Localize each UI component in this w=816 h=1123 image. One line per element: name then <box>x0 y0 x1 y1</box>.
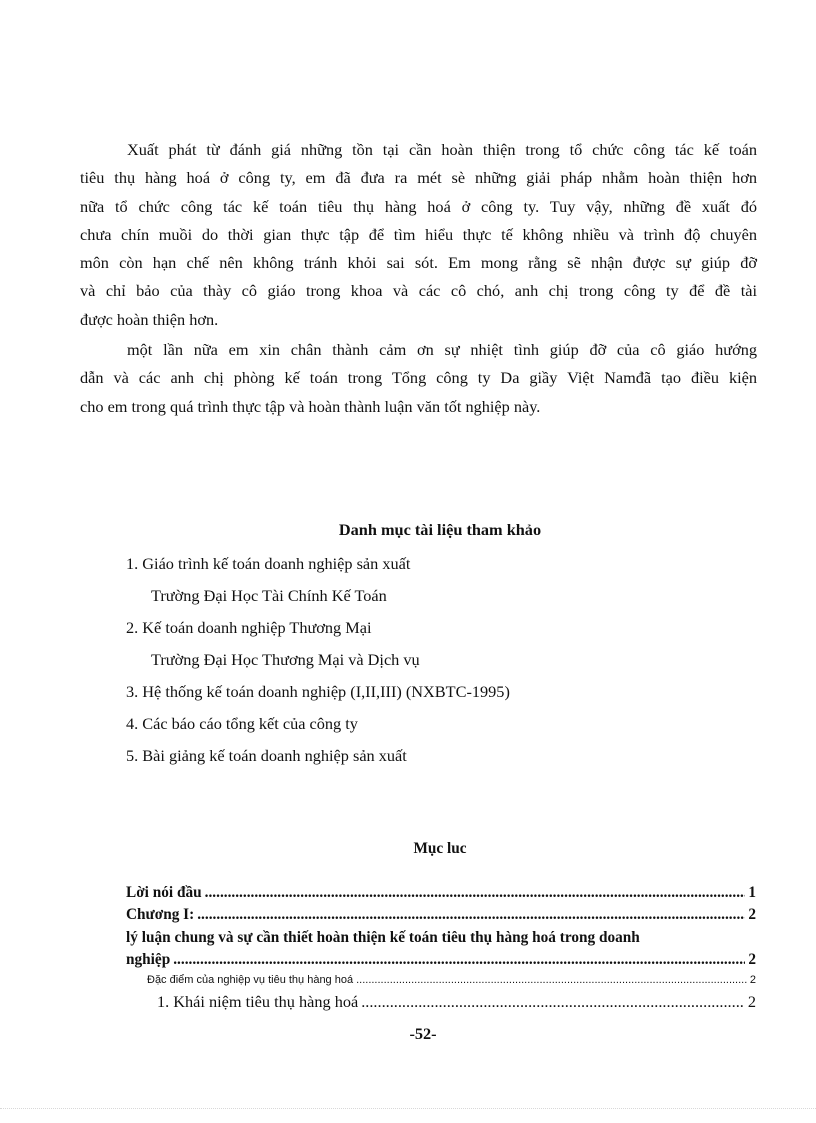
toc-leader-dots <box>361 992 745 1012</box>
toc-label: Lời nói đầu <box>126 884 202 901</box>
text-line: được hoàn thiện hơn. <box>80 309 219 329</box>
conclusion-paragraph <box>80 136 757 334</box>
toc-label: Chương I: <box>126 906 195 923</box>
page-bottom-divider <box>0 1108 816 1109</box>
reference-item: Trường Đại Học Tài Chính Kế Toán <box>151 586 387 605</box>
thanks-paragraph <box>80 336 757 421</box>
text-line: môn còn hạn chế nên không tránh khỏi sai sót. Em mong rằng sẽ nhận được sự giúp đỡ <box>80 253 757 273</box>
text-line: một lần nữa em xin chân thành cảm ơn sự nhiệt tình giúp đỡ của cô giáo hướng <box>127 340 757 359</box>
toc-label: nghiệp <box>126 951 171 968</box>
toc-leader-dots <box>173 951 745 969</box>
toc-label: Đặc điểm của nghiệp vụ tiêu thụ hàng hoá <box>147 974 354 986</box>
text-line: nữa tổ chức công tác kế toán tiêu thụ hàng hoá ở công ty. Tuy vậy, những đề xuất đó <box>80 196 757 216</box>
reference-item: Trường Đại Học Thương Mại và Dịch vụ <box>151 650 420 669</box>
toc-row <box>126 884 756 902</box>
toc-page: 2 <box>749 974 756 986</box>
toc-page: 2 <box>748 951 756 968</box>
toc-leader-dots <box>356 974 747 986</box>
reference-item: 4. Các báo cáo tổng kết của công ty <box>126 714 358 733</box>
text-line: chưa chín muồi do thời gian thực tập để tìm hiểu thực tế không nhiều và trình độ chuyên <box>80 224 757 244</box>
toc-row <box>126 929 756 947</box>
text-line: Xuất phát từ đánh giá những tồn tại cần hoàn thiện trong tổ chức công tác kế toán <box>127 140 757 159</box>
toc-title: Mục luc <box>413 840 467 857</box>
text-line: tiêu thụ hàng hoá ở công ty, em đã đưa ra mét sè những giải pháp nhằm hoàn thiện hơn <box>80 168 757 188</box>
toc-page: 1 <box>748 884 756 901</box>
text-line: cho em trong quá trình thực tập và hoàn thành luận văn tốt nghiệp này. <box>80 396 541 416</box>
reference-item: 5. Bài giảng kế toán doanh nghiệp sản xuất <box>126 746 407 765</box>
toc-row <box>126 951 756 969</box>
toc-page: 2 <box>747 992 756 1011</box>
text-line: dẫn và các anh chị phòng kế toán trong Tổng công ty Da giầy Việt Namđã tạo điều kiện <box>80 368 757 388</box>
toc-row <box>147 974 756 986</box>
text-line: và chỉ bảo của thày cô giáo trong khoa và các cô chó, anh chị trong công ty để đề tài <box>80 281 757 301</box>
page-number: -52- <box>409 1024 437 1043</box>
reference-item: 3. Hệ thống kế toán doanh nghiệp (I,II,III) (NXBTC-1995) <box>126 682 510 701</box>
references-title: Danh mục tài liệu tham khảo <box>338 520 542 539</box>
toc-row <box>126 906 756 924</box>
toc-label: lý luận chung và sự cần thiết hoàn thiện kế toán tiêu thụ hàng hoá trong doanh <box>126 929 640 946</box>
toc-row <box>157 992 756 1012</box>
reference-item: 2. Kế toán doanh nghiệp Thương Mại <box>126 618 372 637</box>
reference-item: 1. Giáo trình kế toán doanh nghiệp sản xuất <box>126 554 411 573</box>
toc-label: 1. Khái niệm tiêu thụ hàng hoá <box>157 992 359 1011</box>
toc-leader-dots <box>205 884 746 902</box>
toc-leader-dots <box>197 906 745 924</box>
toc-page: 2 <box>748 906 756 923</box>
